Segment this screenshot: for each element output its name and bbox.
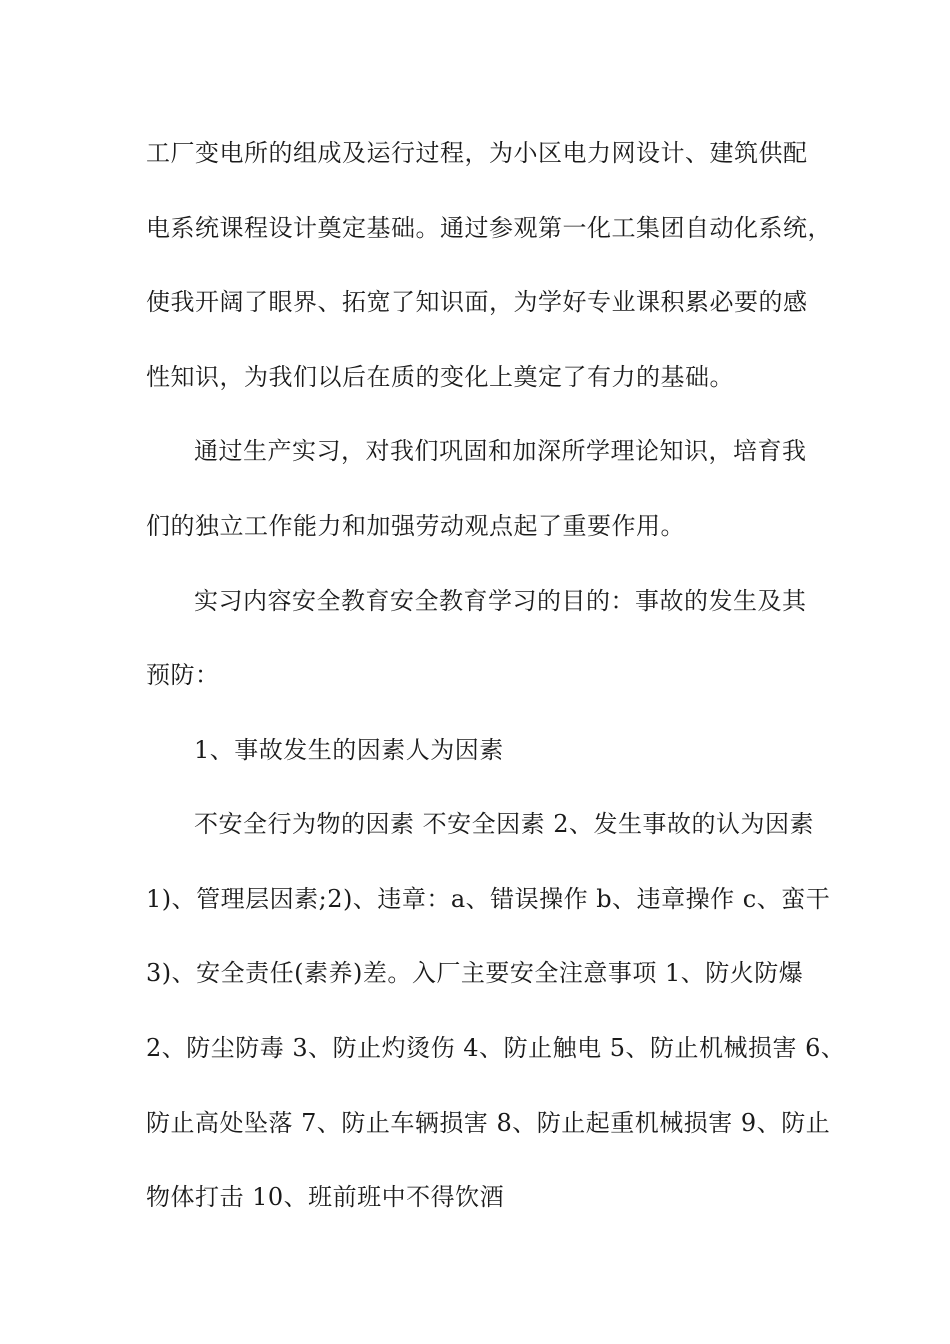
text-line: 2、防尘防毒 3、防止灼烫伤 4、防止触电 5、防止机械损害 6、 (146, 1034, 846, 1062)
text-line: 们的独立工作能力和加强劳动观点起了重要作用。 (146, 512, 685, 540)
text-line: 1)、管理层因素;2)、违章：a、错误操作 b、违章操作 c、蛮干 (146, 885, 831, 913)
text-line: 性知识，为我们以后在质的变化上奠定了有力的基础。 (146, 363, 734, 391)
text-line: 使我开阔了眼界、拓宽了知识面，为学好专业课积累必要的感 (146, 288, 808, 316)
text-line: 1、事故发生的因素人为因素 (194, 736, 504, 764)
text-line: 电系统课程设计奠定基础。通过参观第一化工集团自动化系统， (146, 214, 832, 242)
text-line: 防止高处坠落 7、防止车辆损害 8、防止起重机械损害 9、防止 (146, 1109, 831, 1137)
text-line: 3)、安全责任(素养)差。入厂主要安全注意事项 1、防火防爆 (146, 959, 804, 987)
text-line: 预防： (146, 661, 220, 689)
text-line: 实习内容安全教育安全教育学习的目的：事故的发生及其 (194, 587, 807, 615)
text-line: 不安全行为物的因素 不安全因素 2、发生事故的认为因素 (194, 810, 815, 838)
text-line: 工厂变电所的组成及运行过程，为小区电力网设计、建筑供配 (146, 139, 808, 167)
text-line: 物体打击 10、班前班中不得饮酒 (146, 1183, 505, 1211)
text-line: 通过生产实习，对我们巩固和加深所学理论知识，培育我 (194, 437, 807, 465)
